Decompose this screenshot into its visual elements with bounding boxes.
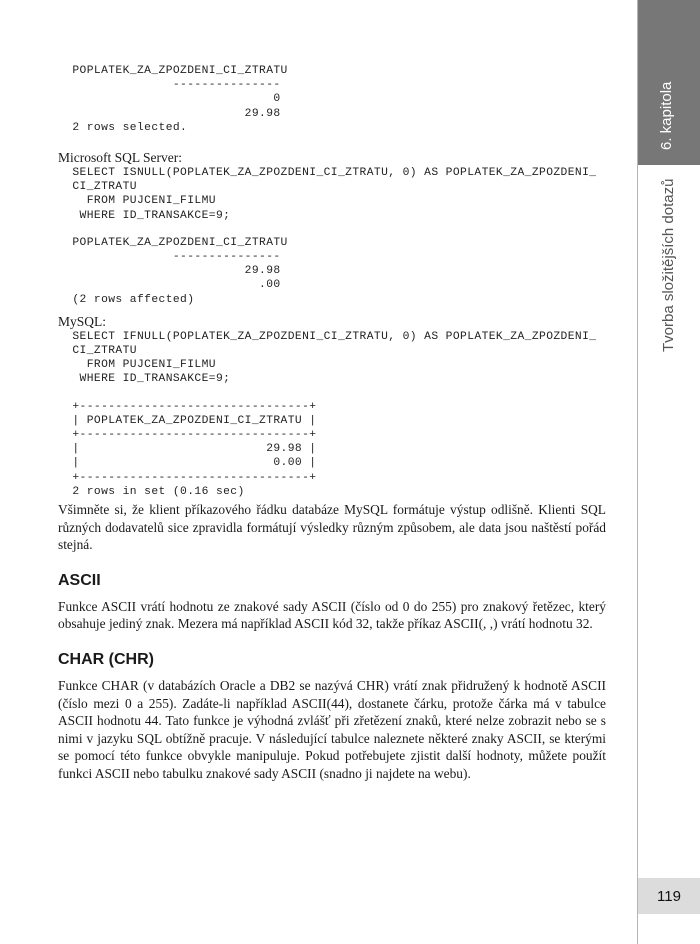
page-number: 119	[638, 878, 700, 914]
char-paragraph: Funkce CHAR (v databázích Oracle a DB2 se nazývá CHR) vrátí znak přidružený k hodnotě ASCII (číslo mezi 0 a 255). Zadáte-li například ASCII(44), dostanete čárku, protože čárka má v tabulce ASCII hodnotu 44. Tato funkce je výhodná zvlášť při zřetězení znaků, které nelze zobrazit nebo se s nimi v jazyku SQL obtížně pracuje. V následující tabulce naleznete některé znaky ASCII, se kterými se pomocí této funkce obvykle manipuluje. Pokud potřebujete zjistit další hodnoty, můžete použít funkci ASCII nebo tabulku znakové sady ASCII (snadno ji najdete na webu).	[58, 678, 606, 782]
section-title-vertical: Tvorba složitějších dotazů	[660, 178, 677, 352]
oracle-output-block: POPLATEK_ZA_ZPOZDENI_CI_ZTRATU --------------- 0 29.98 2 rows selected.	[72, 65, 288, 134]
chapter-label: 6. kapitola	[658, 81, 675, 150]
mysql-output-block: +--------------------------------+ | POPLATEK_ZA_ZPOZDENI_CI_ZTRATU | +--------------------------------+ | 29.98 | | 0.00 | +--------------------------------+ 2 rows in set (0.16 sec)	[72, 400, 317, 498]
mysql-label: MySQL:	[58, 313, 107, 329]
chapter-marker	[638, 0, 700, 165]
mssql-output-block: POPLATEK_ZA_ZPOZDENI_CI_ZTRATU --------------- 29.98 .00 (2 rows affected)	[72, 236, 288, 306]
mysql-format-note: Všimněte si, že klient příkazového řádku databáze MySQL formátuje výstup odlišně. Klienti SQL různých dodavatelů sice zpravidla formátují výsledky různým způsobem, ale data jsou naštěstí pořád stejná.	[58, 502, 606, 553]
chapter-side-tab	[637, 0, 700, 944]
mysql-code-block: SELECT IFNULL(POPLATEK_ZA_ZPOZDENI_CI_ZTRATU, 0) AS POPLATEK_ZA_ZPOZDENI_ CI_ZTRATU FROM PUJCENI_FILMU WHERE ID_TRANSAKCE=9;	[72, 330, 597, 386]
page-content	[58, 0, 606, 783]
mssql-label: Microsoft SQL Server:	[58, 150, 182, 166]
char-heading: CHAR (CHR)	[58, 651, 154, 669]
ascii-paragraph: Funkce ASCII vrátí hodnotu ze znakové sady ASCII (číslo od 0 do 255) pro znakový řetězec, který obsahuje jediný znak. Mezera má například ASCII kód 32, takže příkaz ASCII(, ,) vrátí hodnotu 32.	[58, 598, 606, 632]
ascii-heading: ASCII	[58, 571, 101, 589]
mssql-code-block: SELECT ISNULL(POPLATEK_ZA_ZPOZDENI_CI_ZTRATU, 0) AS POPLATEK_ZA_ZPOZDENI_ CI_ZTRATU FROM PUJCENI_FILMU WHERE ID_TRANSAKCE=9;	[72, 167, 597, 222]
